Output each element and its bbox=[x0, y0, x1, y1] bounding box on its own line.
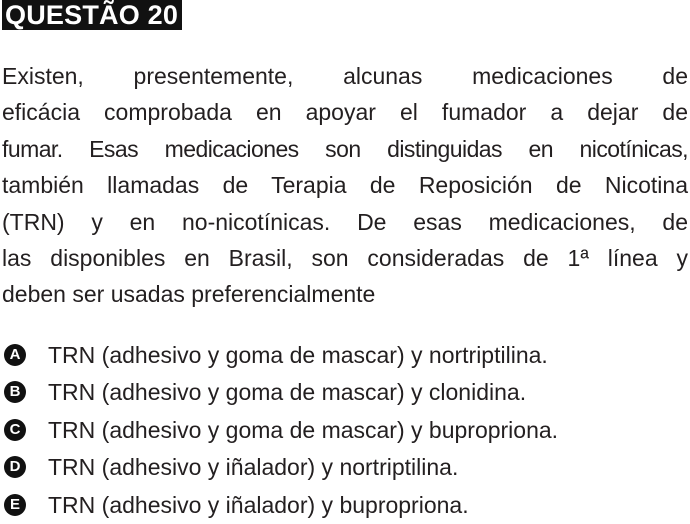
option-b-text: TRN (adhesivo y goma de mascar) y clonidina. bbox=[48, 379, 527, 406]
question-line: también llamadas de Terapia de Reposición de Nicotina bbox=[2, 172, 688, 199]
option-e-letter-badge: E bbox=[4, 494, 26, 516]
option-c-text: TRN (adhesivo y goma de mascar) y bupropriona. bbox=[48, 416, 559, 443]
question-number-header bbox=[2, 0, 182, 30]
option-b[interactable] bbox=[4, 374, 688, 412]
option-e[interactable] bbox=[4, 486, 688, 524]
option-b-letter-badge: B bbox=[4, 381, 26, 403]
answer-options bbox=[4, 336, 688, 524]
question-line: (TRN) y en no-nicotínicas. De esas medicaciones, de bbox=[2, 208, 688, 235]
question-stem bbox=[2, 58, 688, 313]
option-d-text: TRN (adhesivo y iñalador) y nortriptilina. bbox=[48, 454, 459, 481]
question-line: fumar. Esas medicaciones son distinguidas en nicotínicas, bbox=[2, 135, 688, 162]
question-number: QUESTÃO 20 bbox=[5, 0, 179, 30]
question-line: las disponibles en Brasil, son consideradas de 1ª línea y bbox=[2, 244, 688, 271]
option-c[interactable] bbox=[4, 411, 688, 449]
option-a-letter-badge: A bbox=[4, 344, 26, 366]
option-d-letter-badge: D bbox=[4, 456, 26, 478]
question-line: eficácia comprobada en apoyar el fumador a dejar de bbox=[2, 99, 688, 126]
option-a[interactable] bbox=[4, 336, 688, 374]
option-c-letter-badge: C bbox=[4, 419, 26, 441]
question-line: deben ser usadas preferencialmente bbox=[2, 281, 376, 308]
option-e-text: TRN (adhesivo y iñalador) y bupropriona. bbox=[48, 491, 469, 518]
option-d[interactable] bbox=[4, 449, 688, 487]
question-line: Existen, presentemente, alcunas medicaciones de bbox=[2, 63, 688, 89]
option-a-text: TRN (adhesivo y goma de mascar) y nortriptilina. bbox=[48, 341, 548, 368]
